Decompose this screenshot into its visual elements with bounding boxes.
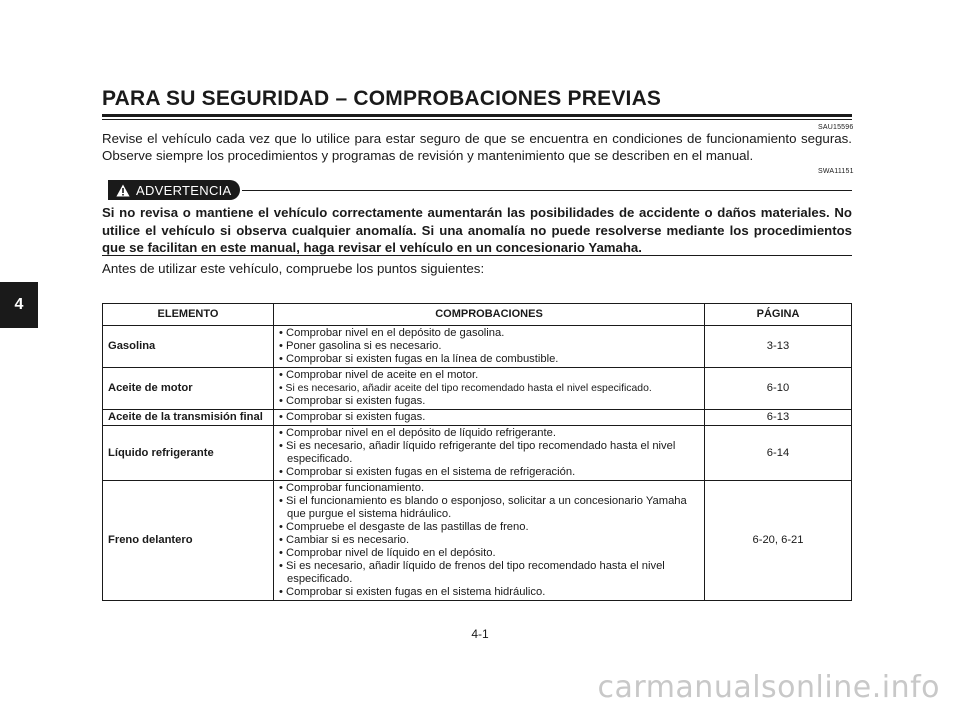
check-line: • Comprobar nivel en el depósito de líquido refrigerante.: [279, 427, 556, 439]
check-line: • Si el funcionamiento es blando o esponjoso, solicitar a un concesionario Yamaha que purgue el sistema hidráulico.: [279, 495, 687, 520]
header-checks: COMPROBACIONES: [274, 304, 705, 326]
row-checks: [274, 426, 705, 481]
check-line: • Poner gasolina si es necesario.: [279, 340, 442, 352]
table-row: [103, 368, 852, 410]
check-line: • Comprobar funcionamiento.: [279, 482, 425, 494]
check-line: • Comprobar nivel de aceite en el motor.: [279, 369, 479, 381]
check-line: • Comprobar nivel de líquido en el depósito.: [279, 547, 496, 559]
intro-paragraph: Revise el vehículo cada vez que lo utilice para estar seguro de que se encuentra en condiciones de funcionamiento seguras. Observe siempre los procedimientos y programas de revisión y mantenimiento que se describen en el manual.: [102, 131, 852, 163]
warning-badge: [108, 180, 240, 200]
title-rule-thin: [102, 119, 852, 120]
table-row: [103, 410, 852, 426]
check-line: • Si es necesario, añadir líquido refrigerante del tipo recomendado hasta el nivel especificado.: [279, 440, 676, 465]
row-checks: [274, 481, 705, 601]
warning-header: [102, 180, 852, 200]
check-line: • Compruebe el desgaste de las pastillas de freno.: [279, 521, 529, 533]
row-item: Aceite de motor: [103, 368, 274, 410]
warning-triangle-icon: [116, 184, 130, 197]
chapter-tab: 4: [0, 282, 38, 328]
check-line: • Comprobar si existen fugas.: [279, 411, 426, 423]
row-item: Gasolina: [103, 326, 274, 368]
row-item: Freno delantero: [103, 481, 274, 601]
header-page: PÁGINA: [705, 304, 852, 326]
check-line: • Comprobar si existen fugas.: [279, 395, 426, 407]
table-header-row: [103, 304, 852, 326]
warning-reference-code: SWA11151: [818, 168, 854, 175]
table-row: [103, 326, 852, 368]
intro-reference-code: SAU15596: [818, 124, 854, 131]
check-line: • Comprobar si existen fugas en el sistema hidráulico.: [279, 586, 546, 598]
check-line: • Cambiar si es necesario.: [279, 534, 410, 546]
check-line: • Si es necesario, añadir líquido de frenos del tipo recomendado hasta el nivel especificado.: [279, 560, 665, 585]
row-item: Líquido refrigerante: [103, 426, 274, 481]
lead-paragraph: Antes de utilizar este vehículo, compruebe los puntos siguientes:: [102, 261, 485, 276]
check-line: • Comprobar nivel en el depósito de gasolina.: [279, 327, 505, 339]
page-number: 4-1: [471, 627, 489, 641]
table-row: [103, 426, 852, 481]
row-page: 6-20, 6-21: [705, 481, 852, 601]
header-element: ELEMENTO: [103, 304, 274, 326]
table-row: [103, 481, 852, 601]
row-checks: [274, 368, 705, 410]
check-line: • Si es necesario, añadir aceite del tipo recomendado hasta el nivel especificado.: [279, 383, 652, 394]
row-checks: [274, 326, 705, 368]
row-checks: [274, 410, 705, 426]
warning-end-rule: [102, 255, 852, 256]
check-line: • Comprobar si existen fugas en la línea de combustible.: [279, 353, 559, 365]
warning-text: Si no revisa o mantiene el vehículo correctamente aumentarán las posibilidades de accidente o daños materiales. No utilice el vehículo si observa cualquier anomalía. Si una anomalía no puede resolverse mediante los procedimientos que se facilitan en este manual, haga revisar el vehículo en un concesionario Yamaha.: [102, 205, 852, 255]
check-line: • Comprobar si existen fugas en el sistema de refrigeración.: [279, 466, 576, 478]
warning-label: ADVERTENCIA: [136, 182, 232, 198]
row-item: Aceite de la transmisión final: [103, 410, 274, 426]
row-page: 6-13: [705, 410, 852, 426]
row-page: 6-10: [705, 368, 852, 410]
warning-rule: [242, 190, 852, 191]
row-page: 6-14: [705, 426, 852, 481]
row-page: 3-13: [705, 326, 852, 368]
page-title: PARA SU SEGURIDAD – COMPROBACIONES PREVIAS: [102, 87, 662, 110]
title-rule: [102, 114, 852, 117]
pre-operation-checklist-table: [102, 303, 852, 601]
watermark: carmanualsonline.info: [597, 670, 940, 705]
